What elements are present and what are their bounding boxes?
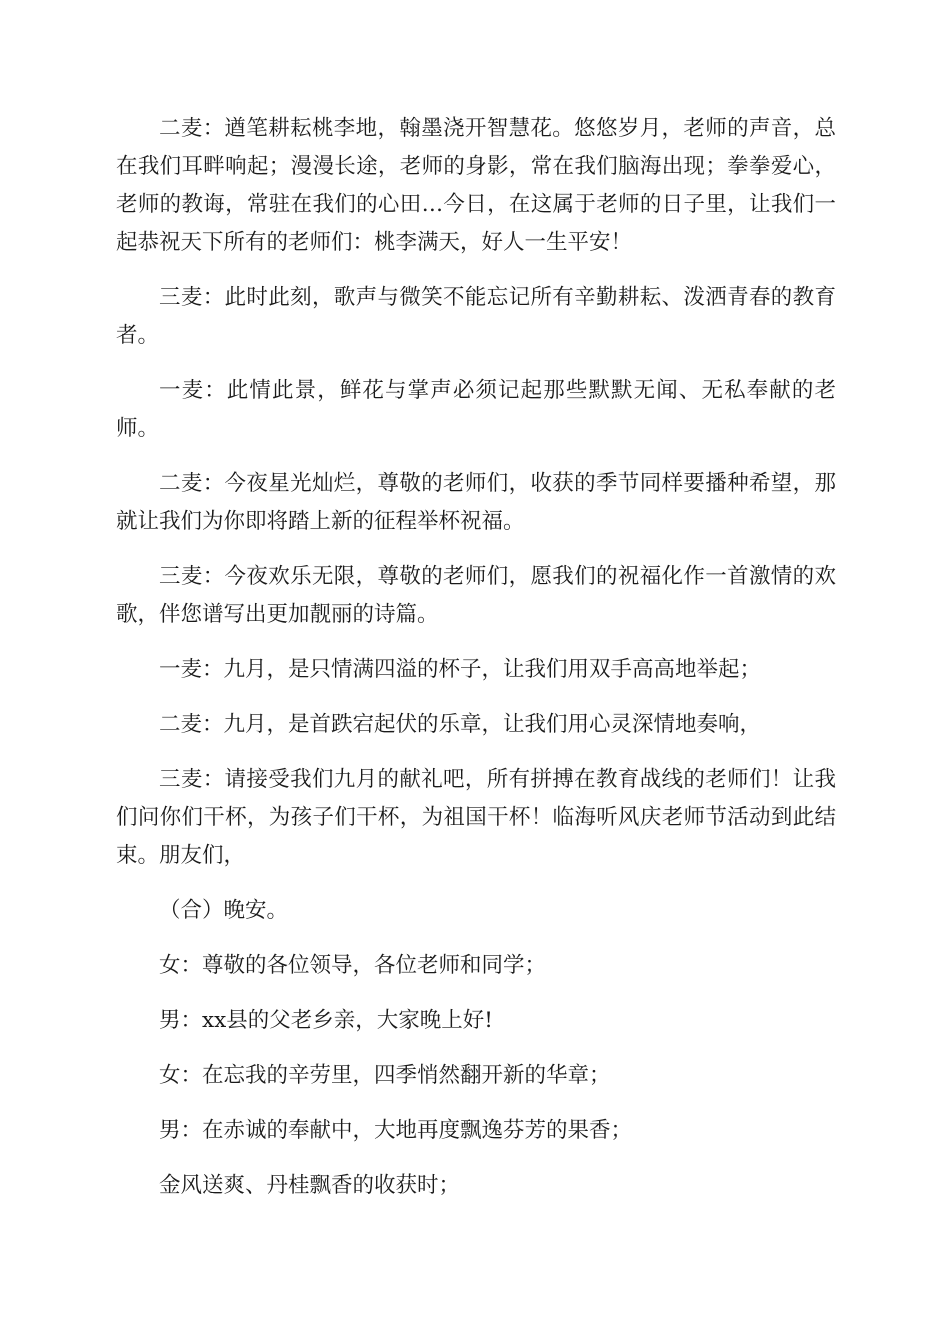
paragraph-9: （合）晚安。 (159, 898, 289, 923)
paragraph-14: 金风送爽、丹桂飘香的收获时； (159, 1173, 461, 1198)
paragraph-12: 女：在忘我的辛劳里，四季悄然翻开新的华章； (159, 1063, 611, 1088)
paragraph-3: 一麦：此情此景，鲜花与掌声必须记起那些默默无闻、无私奉献的老师。 (116, 378, 836, 441)
paragraph-2: 三麦：此时此刻，歌声与微笑不能忘记所有辛勤耕耘、泼洒青春的教育者。 (116, 285, 836, 348)
paragraph-6: 一麦：九月，是只情满四溢的杯子，让我们用双手高高地举起； (159, 657, 762, 682)
paragraph-7: 二麦：九月，是首跌宕起伏的乐章，让我们用心灵深情地奏响， (159, 712, 762, 737)
paragraph-13: 男：在赤诚的奉献中，大地再度飘逸芬芳的果香； (159, 1118, 633, 1143)
paragraph-11: 男：xx县的父老乡亲，大家晚上好! (159, 1008, 493, 1033)
paragraph-5: 三麦：今夜欢乐无限，尊敬的老师们，愿我们的祝福化作一首激情的欢歌，伴您谱写出更加靓丽的诗篇。 (116, 564, 836, 627)
document-body (116, 110, 836, 1222)
paragraph-1: 二麦：遒笔耕耘桃李地，翰墨浇开智慧花。悠悠岁月，老师的声音，总在我们耳畔响起；漫漫长途，老师的身影，常在我们脑海出现；拳拳爱心，老师的教诲，常驻在我们的心田…今日，在这属于老师的日子里，让我们一起恭祝天下所有的老师们：桃李满天，好人一生平安！ (116, 116, 836, 255)
paragraph-4: 二麦：今夜星光灿烂，尊敬的老师们，收获的季节同样要播种希望，那就让我们为你即将踏上新的征程举杯祝福。 (116, 471, 836, 534)
paragraph-10: 女：尊敬的各位领导，各位老师和同学； (159, 953, 547, 978)
paragraph-8: 三麦：请接受我们九月的献礼吧，所有拼搏在教育战线的老师们！让我们问你们干杯，为孩子们干杯，为祖国干杯！临海听风庆老师节活动到此结束。朋友们， (116, 767, 836, 868)
